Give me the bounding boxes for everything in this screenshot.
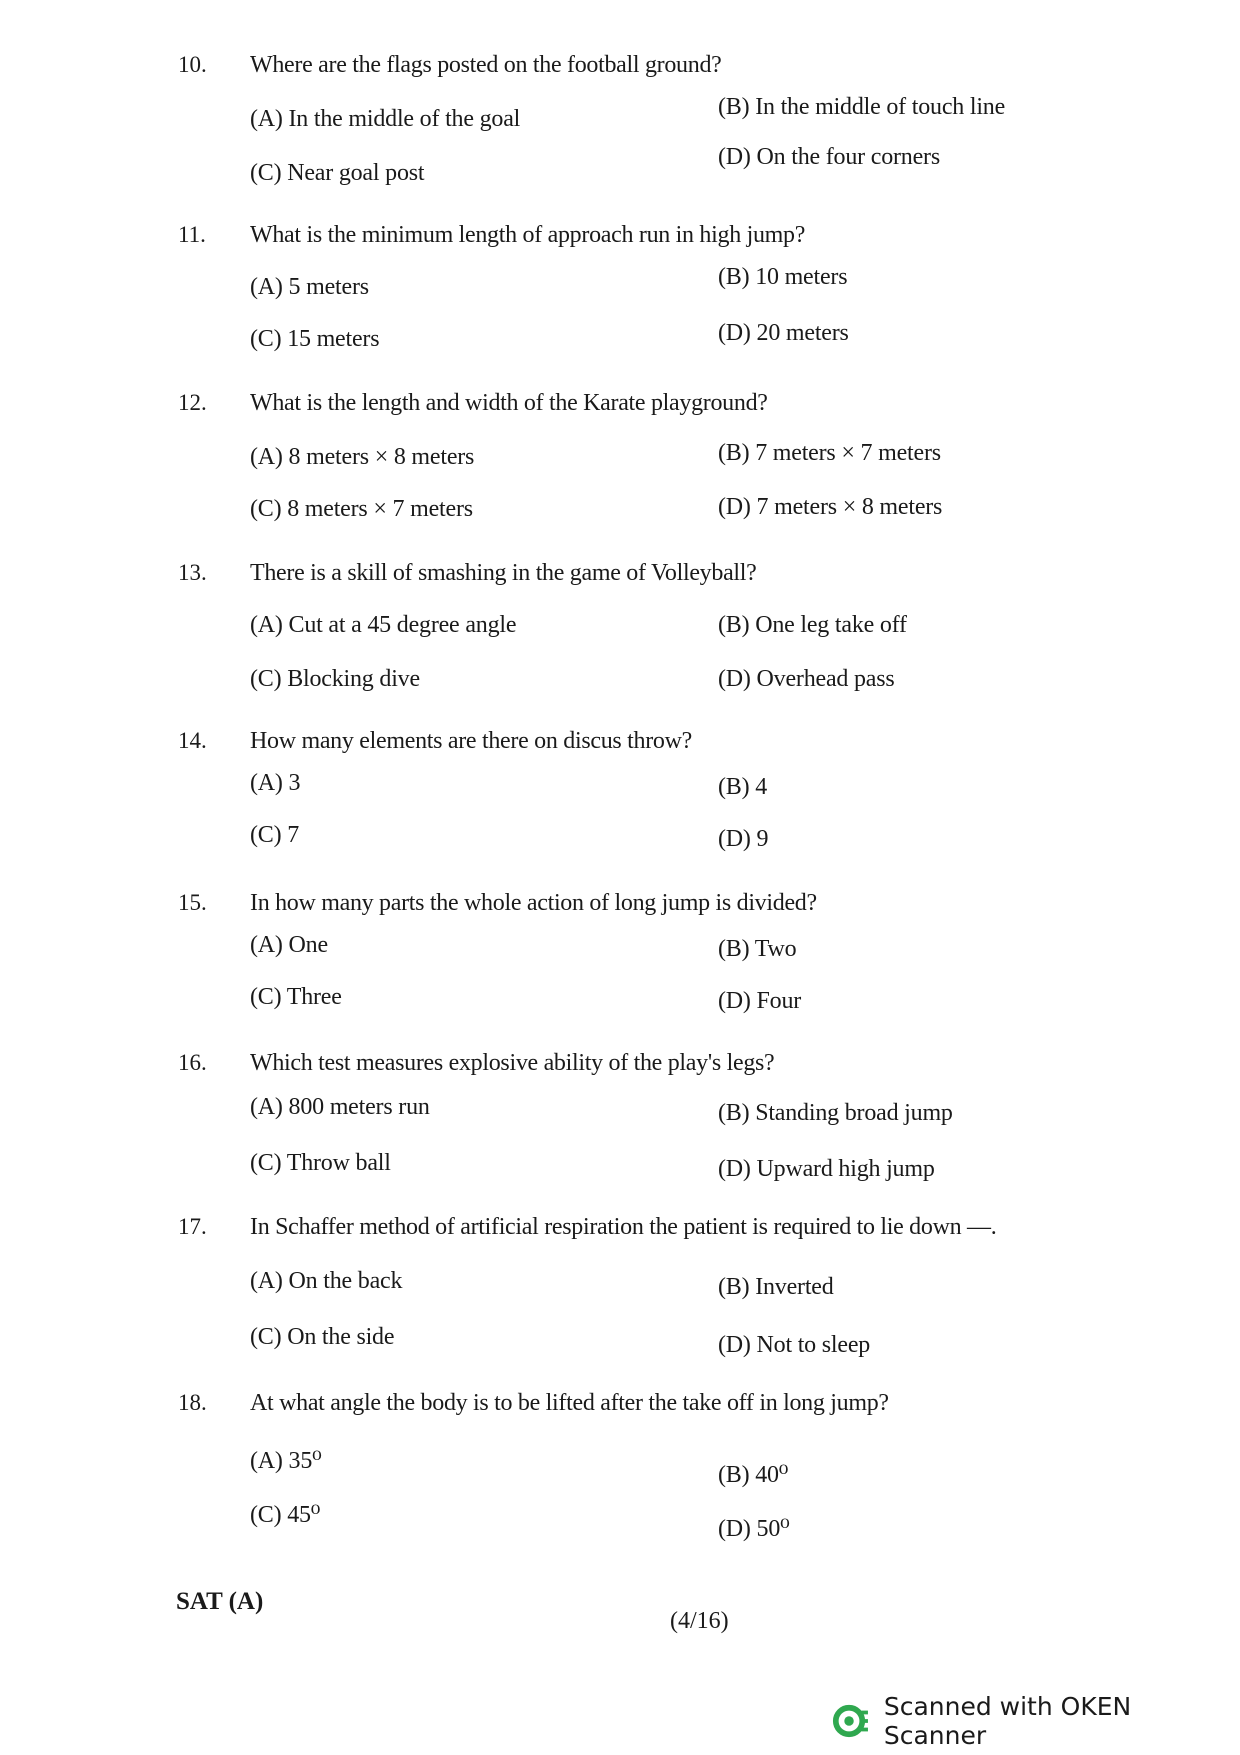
question-text: Which test measures explosive ability of the play's legs? bbox=[250, 1050, 775, 1076]
option-b: (B) 10 meters bbox=[718, 264, 848, 290]
option-b: (B) Two bbox=[718, 936, 797, 962]
question-number: 10. bbox=[178, 52, 207, 77]
option-c: (C) 8 meters × 7 meters bbox=[250, 496, 473, 522]
option-c: (C) Throw ball bbox=[250, 1150, 391, 1176]
paper-code: SAT (A) bbox=[176, 1588, 264, 1615]
question-text: At what angle the body is to be lifted after the take off in long jump? bbox=[250, 1390, 889, 1416]
scanner-label: Scanned with OKEN Scanner bbox=[883, 1692, 1132, 1750]
option-c: (C) 45⁰ bbox=[250, 1502, 321, 1528]
option-a: (A) 8 meters × 8 meters bbox=[250, 444, 475, 470]
option-a: (A) 5 meters bbox=[250, 274, 369, 300]
question-text: There is a skill of smashing in the game of Volleyball? bbox=[250, 560, 757, 586]
option-d: (D) Four bbox=[718, 988, 802, 1014]
question-text: What is the length and width of the Karate playground? bbox=[250, 390, 768, 416]
question-number: 15. bbox=[178, 890, 207, 915]
question-number: 12. bbox=[178, 390, 207, 415]
option-d: (D) Overhead pass bbox=[718, 666, 895, 692]
option-a: (A) 800 meters run bbox=[250, 1094, 430, 1120]
option-a: (A) In the middle of the goal bbox=[250, 106, 521, 132]
option-a: (A) 3 bbox=[250, 770, 301, 796]
question-text: What is the minimum length of approach run in high jump? bbox=[250, 222, 806, 248]
question-13 bbox=[0, 560, 1240, 730]
question-11 bbox=[0, 222, 1240, 392]
option-b: (B) Standing broad jump bbox=[718, 1100, 953, 1126]
question-15 bbox=[0, 890, 1240, 1060]
question-12 bbox=[0, 390, 1240, 560]
question-text: Where are the flags posted on the football ground? bbox=[250, 52, 722, 78]
question-18 bbox=[0, 1390, 1240, 1560]
option-d: (D) 9 bbox=[718, 826, 769, 852]
question-text: In Schaffer method of artificial respiration the patient is required to lie down —. bbox=[250, 1214, 997, 1240]
scanner-watermark bbox=[832, 1692, 1240, 1750]
question-number: 17. bbox=[178, 1214, 207, 1239]
option-d: (D) On the four corners bbox=[718, 144, 940, 170]
question-number: 18. bbox=[178, 1390, 207, 1415]
option-d: (D) Not to sleep bbox=[718, 1332, 871, 1358]
option-a: (A) On the back bbox=[250, 1268, 403, 1294]
option-b: (B) One leg take off bbox=[718, 612, 907, 638]
page-number: (4/16) bbox=[670, 1608, 729, 1634]
option-a: (A) 35⁰ bbox=[250, 1448, 322, 1474]
oken-scanner-logo-icon bbox=[832, 1702, 870, 1740]
option-a: (A) Cut at a 45 degree angle bbox=[250, 612, 517, 638]
question-number: 16. bbox=[178, 1050, 207, 1075]
option-d: (D) 50⁰ bbox=[718, 1516, 790, 1542]
option-b: (B) 4 bbox=[718, 774, 767, 800]
option-c: (C) Three bbox=[250, 984, 342, 1010]
question-10 bbox=[0, 52, 1240, 222]
option-c: (C) 7 bbox=[250, 822, 299, 848]
question-text: How many elements are there on discus throw? bbox=[250, 728, 692, 754]
option-b: (B) In the middle of touch line bbox=[718, 94, 1006, 120]
question-17 bbox=[0, 1214, 1240, 1384]
option-c: (C) Near goal post bbox=[250, 160, 425, 186]
question-14 bbox=[0, 728, 1240, 898]
option-d: (D) Upward high jump bbox=[718, 1156, 935, 1182]
option-d: (D) 7 meters × 8 meters bbox=[718, 494, 943, 520]
option-b: (B) 7 meters × 7 meters bbox=[718, 440, 941, 466]
option-a: (A) One bbox=[250, 932, 328, 958]
option-c: (C) Blocking dive bbox=[250, 666, 420, 692]
question-number: 14. bbox=[178, 728, 207, 753]
question-16 bbox=[0, 1050, 1240, 1220]
question-text: In how many parts the whole action of long jump is divided? bbox=[250, 890, 817, 916]
question-number: 11. bbox=[178, 222, 206, 247]
option-b: (B) Inverted bbox=[718, 1274, 834, 1300]
option-c: (C) 15 meters bbox=[250, 326, 380, 352]
question-number: 13. bbox=[178, 560, 207, 585]
option-b: (B) 40⁰ bbox=[718, 1462, 789, 1488]
option-d: (D) 20 meters bbox=[718, 320, 849, 346]
option-c: (C) On the side bbox=[250, 1324, 395, 1350]
